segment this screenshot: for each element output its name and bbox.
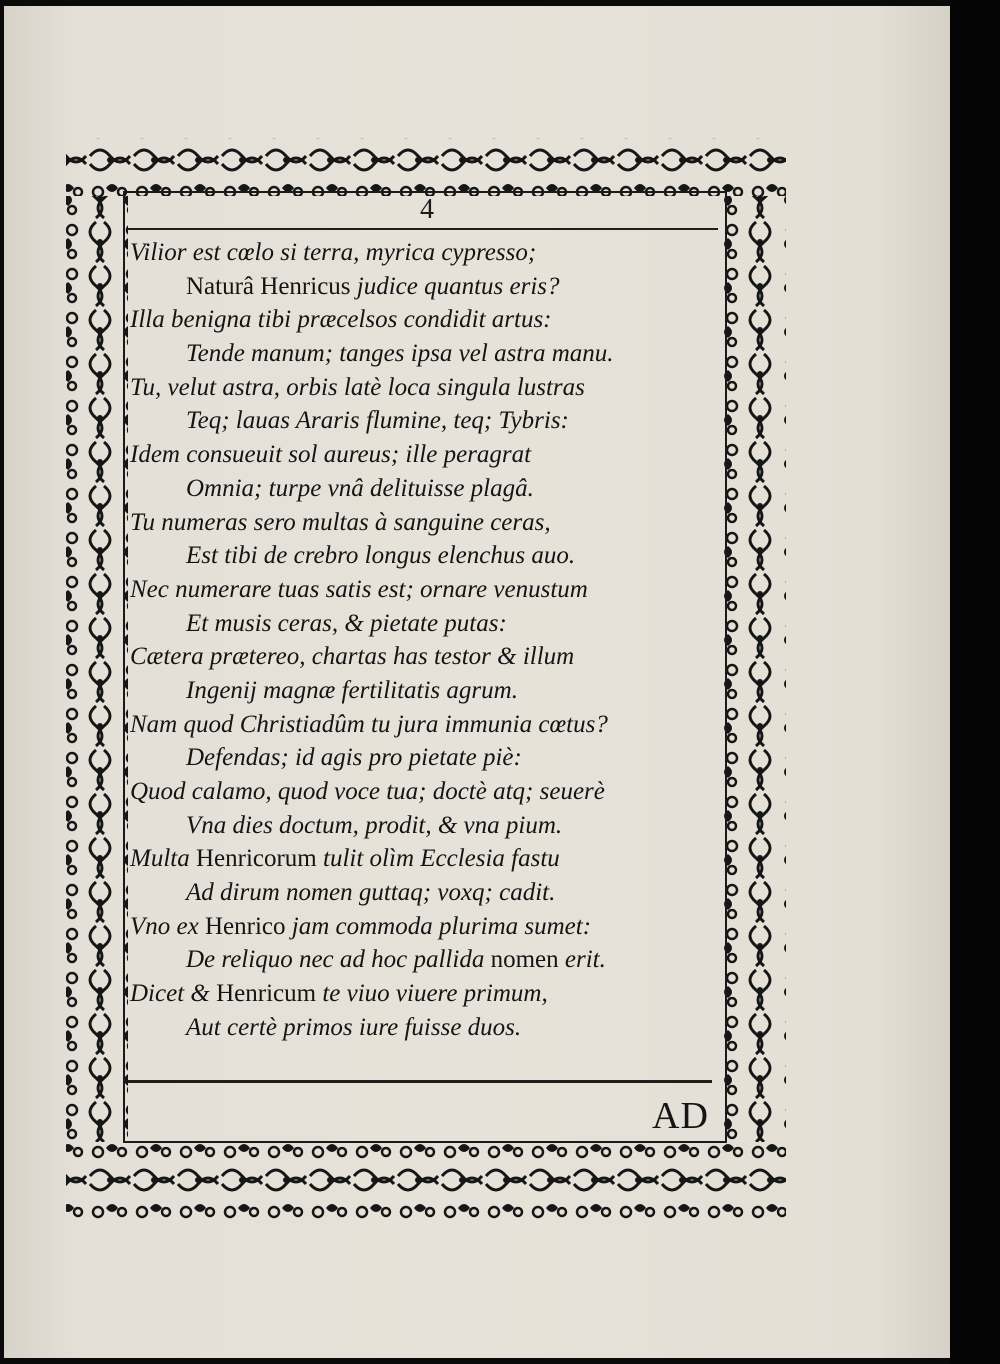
- verse-segment: Tu numeras sero multas à sanguine ceras,: [130, 508, 551, 536]
- verse-line: [130, 775, 710, 809]
- verse-segment: Henrico: [204, 912, 292, 940]
- verse-segment: tulit olìm Ecclesia fastu: [323, 845, 560, 873]
- verse-line: [130, 876, 710, 910]
- verse-line: [130, 506, 710, 540]
- page-number: 4: [420, 194, 434, 225]
- verse-segment: Tu, velut astra, orbis latè loca singula lustras: [130, 373, 585, 401]
- verse-segment: Quod calamo, quod voce tua; doctè atq; seuerè: [130, 778, 605, 805]
- verse-segment: Nec numerare tuas satis est; ornare venustum: [130, 575, 588, 603]
- verse-line: [130, 371, 710, 405]
- verse-segment: nomen: [490, 946, 565, 974]
- verse-line: [130, 438, 710, 472]
- verse-line: [130, 404, 710, 438]
- verse-segment: Teq; lauas Araris flumine, teq; Tybris:: [186, 407, 569, 435]
- verse-segment: Tende manum; tanges ipsa vel astra manu.: [186, 340, 614, 368]
- verse-line: [130, 337, 710, 371]
- verse-line: [130, 236, 710, 270]
- verse-line: [130, 270, 710, 304]
- verse-segment: Vilior est cœlo si terra, myrica cypresso;: [130, 239, 537, 266]
- verse-segment: Idem consueuit sol aureus; ille peragrat: [130, 441, 532, 469]
- verse-segment: Dicet &: [130, 980, 217, 1008]
- verse-line: [130, 573, 710, 607]
- verse-line: [130, 1011, 710, 1045]
- verse-line: [130, 977, 710, 1011]
- verse-line: [130, 809, 710, 843]
- verse-segment: Est tibi de crebro longus elenchus auo.: [186, 542, 576, 570]
- verse-segment: Henricum: [216, 980, 323, 1008]
- verse-line: [130, 674, 710, 708]
- poem-text: [130, 236, 710, 1045]
- verse-segment: judice quantus eris?: [356, 272, 560, 300]
- verse-line: [130, 640, 710, 674]
- verse-segment: Et musis ceras, & pietate putas:: [186, 609, 507, 637]
- bottom-rule: [128, 1080, 712, 1083]
- verse-line: [130, 539, 710, 573]
- verse-segment: Defendas; id agis pro pietate piè:: [186, 744, 522, 772]
- top-rule: [128, 228, 718, 230]
- verse-line: [130, 943, 710, 977]
- verse-line: [130, 741, 710, 775]
- verse-line: [130, 303, 710, 337]
- verse-segment: De reliquo nec ad hoc pallida: [186, 946, 491, 974]
- verse-line: [130, 708, 710, 742]
- verse-segment: Henricorum: [195, 845, 324, 873]
- verse-segment: Vna dies doctum, prodit, & vna pium.: [186, 811, 563, 839]
- verse-segment: Cætera prætereo, chartas has testor & illum: [130, 643, 575, 671]
- verse-segment: te viuo viuere primum,: [322, 980, 548, 1008]
- verse-segment: Nam quod Christiadûm tu jura immunia cœtus?: [130, 710, 608, 738]
- verse-line: [130, 607, 710, 641]
- verse-line: [130, 472, 710, 506]
- verse-segment: Omnia; turpe vnâ delituisse plagâ.: [186, 474, 534, 502]
- verse-segment: Aut certè primos iure fuisse duos.: [186, 1013, 522, 1041]
- verse-segment: Naturâ Henricus: [186, 272, 357, 300]
- verse-segment: jam commoda plurima sumet:: [291, 912, 592, 940]
- verse-segment: Multa: [130, 845, 196, 873]
- verse-segment: Ad dirum nomen guttaq; voxq; cadit.: [186, 879, 556, 907]
- verse-segment: Ingenij magnæ fertilitatis agrum.: [186, 676, 518, 704]
- verse-line: [130, 910, 710, 944]
- verse-segment: Illa benigna tibi præcelsos condidit artus:: [130, 306, 552, 334]
- verse-segment: erit.: [564, 946, 606, 974]
- verse-segment: Vno ex: [130, 912, 205, 940]
- verse-line: [130, 842, 710, 876]
- catchword: AD: [652, 1095, 709, 1137]
